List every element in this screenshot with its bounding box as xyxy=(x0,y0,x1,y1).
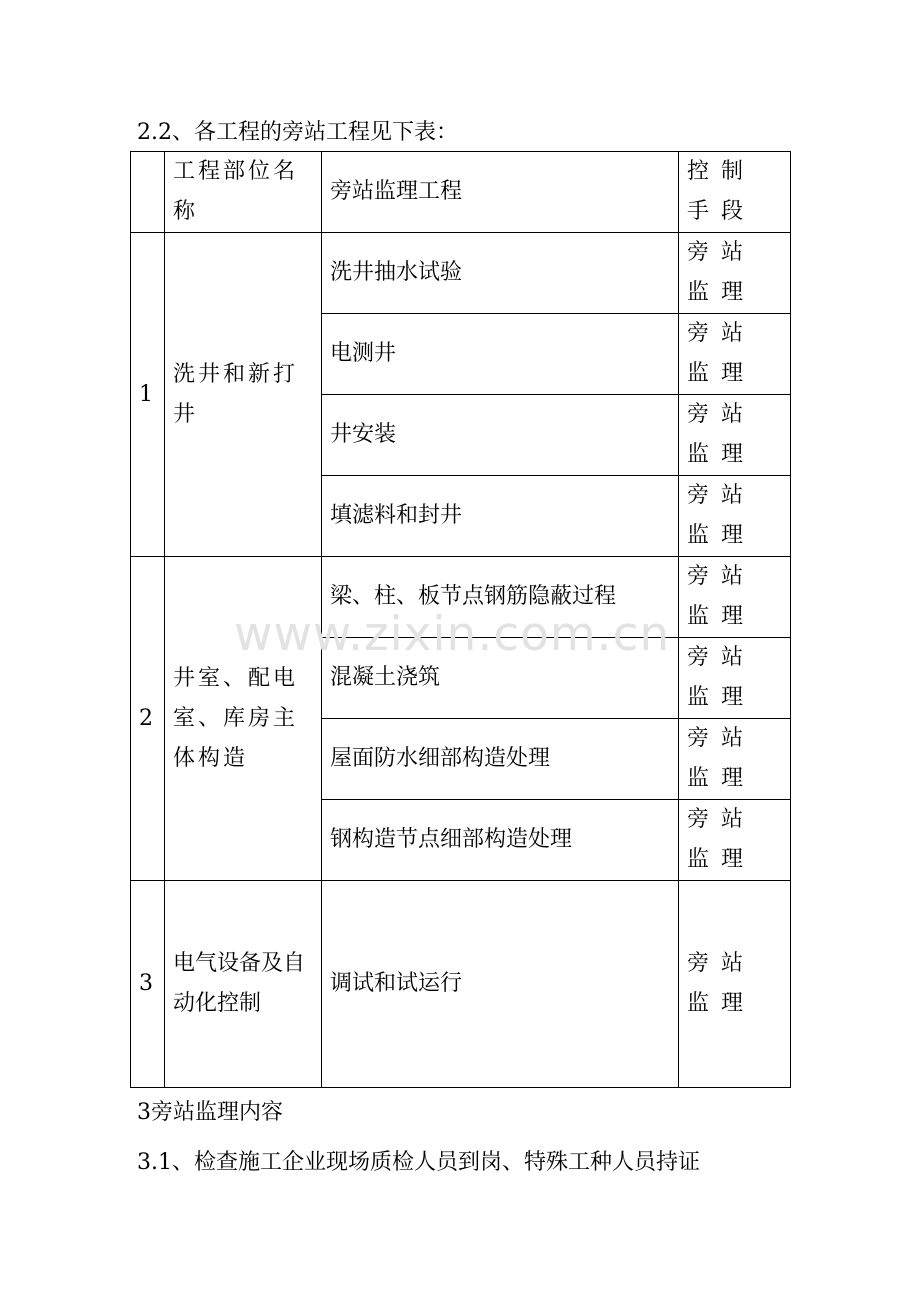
row-method: 旁站监理 xyxy=(679,476,791,557)
group-part: 井室、配电室、库房主体构造 xyxy=(165,557,322,881)
row-item: 钢构造节点细部构造处理 xyxy=(322,800,679,881)
table-intro-heading: 2.2、各工程的旁站工程见下表： xyxy=(137,120,458,145)
supervision-table xyxy=(130,151,791,1088)
row-item: 填滤料和封井 xyxy=(322,476,679,557)
row-method: 旁站监理 xyxy=(679,719,791,800)
header-item: 旁站监理工程 xyxy=(322,152,679,233)
row-method: 旁站监理 xyxy=(679,800,791,881)
group-number: 1 xyxy=(131,233,165,557)
table-header-row xyxy=(131,152,791,233)
row-method: 旁站监理 xyxy=(679,233,791,314)
section-3-title: 3旁站监理内容 xyxy=(137,1100,283,1125)
header-method: 控制手段 xyxy=(679,152,791,233)
row-method: 旁站监理 xyxy=(679,881,791,1088)
row-item: 井安装 xyxy=(322,395,679,476)
table-row xyxy=(131,233,791,314)
group-number: 2 xyxy=(131,557,165,881)
row-method: 旁站监理 xyxy=(679,395,791,476)
watermark: www.zixin.com.cn xyxy=(234,607,671,662)
group-number: 3 xyxy=(131,881,165,1088)
row-method: 旁站监理 xyxy=(679,638,791,719)
row-item: 梁、柱、板节点钢筋隐蔽过程 xyxy=(322,557,679,638)
table-row xyxy=(131,881,791,1088)
row-item: 混凝土浇筑 xyxy=(322,638,679,719)
section-3-1-text: 3.1、检查施工企业现场质检人员到岗、特殊工种人员持证 xyxy=(137,1150,700,1175)
header-no-cell xyxy=(131,152,165,233)
row-method: 旁站监理 xyxy=(679,314,791,395)
row-item: 屋面防水细部构造处理 xyxy=(322,719,679,800)
row-item: 电测井 xyxy=(322,314,679,395)
row-item: 洗井抽水试验 xyxy=(322,233,679,314)
row-item: 调试和试运行 xyxy=(322,881,679,1088)
group-part: 电气设备及自动化控制 xyxy=(165,881,322,1088)
row-method: 旁站监理 xyxy=(679,557,791,638)
table-row xyxy=(131,557,791,638)
group-part: 洗井和新打井 xyxy=(165,233,322,557)
header-part: 工程部位名称 xyxy=(165,152,322,233)
